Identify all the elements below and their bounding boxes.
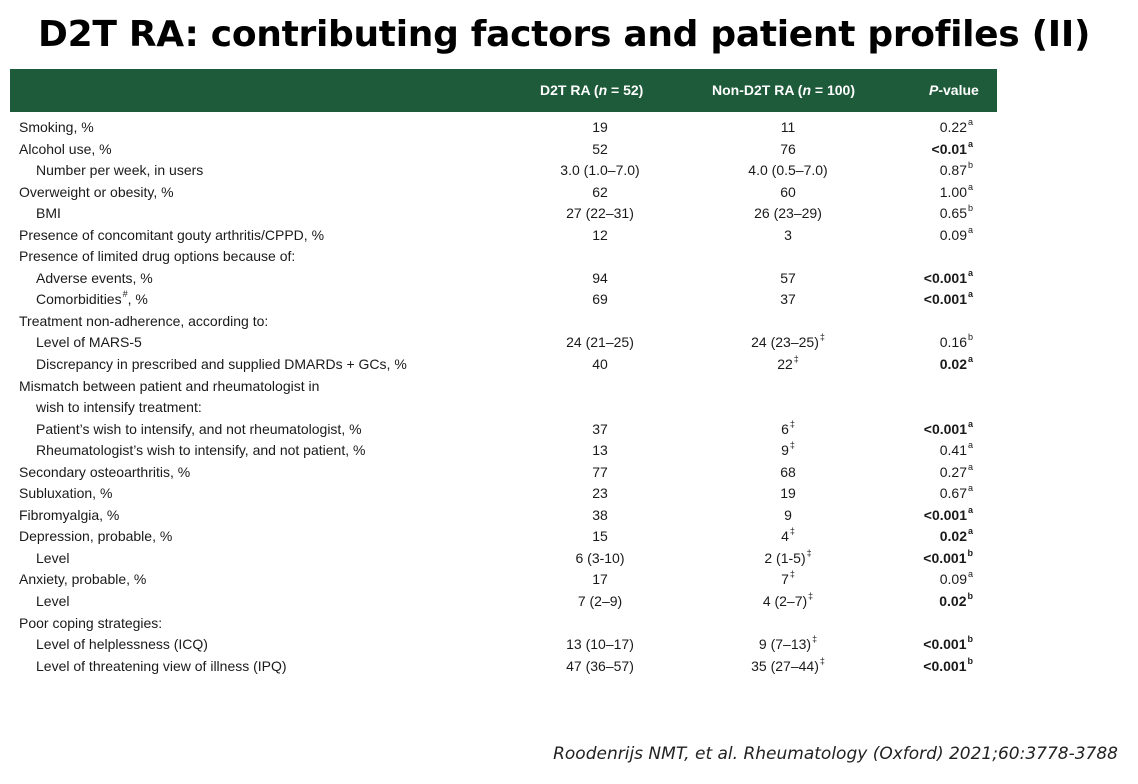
- row-label: [36, 356, 407, 372]
- cell-p-value-footnote: a: [967, 569, 973, 580]
- row-label-text: Overweight or obesity, %: [19, 183, 174, 200]
- cell-non-d2t-footnote: ‡: [789, 569, 795, 580]
- cell-non-d2t-text: 57: [780, 269, 796, 286]
- cell-p-value-footnote: b: [967, 634, 973, 645]
- cell-non-d2t-text: 9 (7–13): [758, 636, 812, 653]
- table-row: [0, 399, 1000, 421]
- cell-p-value-text: 0.22: [939, 119, 967, 135]
- cell-d2t-text: 62: [592, 183, 608, 200]
- row-label-text: Fibromyalgia, %: [19, 506, 120, 523]
- row-label: [19, 227, 324, 243]
- row-label: [19, 119, 94, 135]
- cell-non-d2t: [754, 205, 822, 221]
- cell-non-d2t: [780, 291, 796, 307]
- table-row: [0, 461, 1000, 486]
- cell-non-d2t-text: 6: [781, 420, 789, 437]
- cell-p-value-footnote: b: [967, 332, 973, 343]
- cell-d2t-text: 15: [592, 528, 608, 545]
- cell-p-value: [939, 593, 973, 609]
- cell-p-value: [940, 162, 973, 178]
- row-label-text: Patient’s wish to intensify, and not rheumatologist, %: [36, 420, 362, 437]
- row-label-text: Treatment non-adherence, according to:: [19, 312, 269, 329]
- cell-p-value-footnote: a: [967, 440, 973, 451]
- cell-d2t-text: 17: [592, 571, 608, 588]
- header-text: -value: [938, 82, 979, 98]
- row-label-text: Level of helplessness (ICQ): [36, 636, 208, 653]
- cell-p-value-footnote: a: [967, 461, 973, 472]
- cell-p-value-text: <0.001: [923, 506, 967, 523]
- row-label-text: Alcohol use, %: [19, 140, 112, 157]
- row-label-text: Number per week, in users: [36, 162, 204, 179]
- row-label-text: Mismatch between patient and rheumatologist in: [19, 377, 320, 394]
- header-n: n: [802, 82, 812, 98]
- table-row: [0, 485, 1000, 507]
- cell-non-d2t-text: 60: [780, 183, 796, 200]
- cell-d2t-text: 52: [592, 140, 608, 157]
- cell-p-value-text: 0.41: [939, 442, 967, 459]
- header-text: D2T RA (: [540, 82, 599, 98]
- row-label: [19, 248, 295, 264]
- cell-p-value-footnote: a: [967, 354, 973, 365]
- cell-d2t-text: 24 (21–25): [566, 334, 634, 351]
- cell-d2t: [566, 334, 634, 350]
- cell-non-d2t-text: 68: [780, 463, 796, 480]
- cell-p-value-text: 0.02: [939, 528, 967, 545]
- row-label: [36, 593, 69, 609]
- cell-d2t: [592, 270, 608, 286]
- header-text: Non-D2T RA (: [712, 82, 803, 98]
- cell-p-value: [940, 119, 973, 135]
- column-header-d2t: [540, 69, 643, 112]
- cell-p-value-footnote: a: [967, 418, 973, 429]
- cell-non-d2t: [784, 507, 792, 523]
- row-label: [36, 334, 142, 350]
- cell-d2t: [592, 421, 608, 437]
- table-row: [0, 267, 1000, 292]
- table-row: [0, 224, 1000, 249]
- row-label-text: Presence of limited drug options because of:: [19, 248, 296, 265]
- cell-d2t: [592, 141, 608, 157]
- cell-d2t: [592, 442, 608, 458]
- table-row: [0, 162, 1000, 184]
- cell-non-d2t-footnote: ‡: [789, 440, 795, 451]
- header-n: n: [598, 82, 608, 98]
- cell-d2t: [566, 205, 634, 221]
- row-label-text: Level: [36, 549, 70, 566]
- table-row: [0, 313, 1000, 335]
- cell-p-value: [924, 291, 973, 307]
- cell-p-value-footnote: a: [967, 289, 973, 300]
- cell-p-value-footnote: a: [967, 181, 973, 192]
- column-header-non-d2t: [712, 69, 855, 112]
- cell-p-value-text: <0.001: [923, 549, 967, 566]
- cell-p-value: [940, 485, 973, 501]
- cell-p-value: [940, 442, 973, 458]
- cell-non-d2t-text: 24 (23–25): [751, 334, 819, 351]
- table-row: [0, 205, 1000, 227]
- cell-d2t-text: 7 (2–9): [577, 593, 623, 610]
- cell-p-value-text: 0.09: [939, 571, 967, 588]
- cell-d2t-text: 77: [592, 463, 608, 480]
- cell-d2t: [566, 636, 634, 652]
- cell-p-value-footnote: a: [967, 267, 973, 278]
- row-label: [19, 528, 172, 544]
- cell-p-value: [939, 224, 973, 243]
- cell-d2t-text: 94: [592, 269, 608, 286]
- cell-d2t: [592, 356, 608, 372]
- cell-non-d2t: [751, 334, 825, 350]
- cell-p-value-text: 1.00: [939, 183, 967, 200]
- table-row: [0, 248, 1000, 270]
- row-label-text: Adverse events, %: [36, 269, 153, 286]
- cell-non-d2t: [777, 356, 799, 372]
- cell-p-value-footnote: b: [967, 547, 973, 558]
- cell-d2t: [592, 571, 608, 587]
- row-label: [19, 141, 112, 157]
- cell-non-d2t-text: 2 (1-5): [764, 549, 806, 566]
- cell-p-value-text: 0.27: [939, 463, 967, 480]
- cell-d2t-text: 37: [592, 420, 608, 437]
- cell-d2t: [592, 528, 608, 544]
- cell-p-value-footnote: b: [967, 160, 973, 171]
- cell-non-d2t-footnote: ‡: [789, 526, 795, 537]
- row-label-footnote: #: [122, 289, 128, 300]
- row-label-text: BMI: [36, 205, 61, 222]
- cell-p-value-text: <0.01: [931, 140, 967, 157]
- row-label-text: Level of MARS-5: [36, 334, 142, 351]
- cell-d2t-text: 13 (10–17): [566, 636, 634, 653]
- row-label-suffix: , %: [127, 291, 148, 308]
- cell-non-d2t-text: 9: [784, 506, 792, 523]
- cell-d2t: [592, 464, 608, 480]
- row-label: [19, 378, 319, 394]
- cell-non-d2t: [764, 547, 812, 566]
- table-row: [0, 334, 1000, 356]
- cell-p-value-text: 0.16: [939, 334, 967, 351]
- cell-non-d2t: [748, 162, 827, 178]
- cell-p-value-footnote: a: [967, 504, 973, 515]
- row-label-text: Comorbidities: [36, 291, 122, 308]
- cell-d2t-text: 69: [592, 291, 608, 308]
- table-row: [0, 593, 1000, 615]
- cell-p-value-text: <0.001: [923, 291, 967, 308]
- row-label-text: Level: [36, 593, 70, 610]
- cell-p-value-text: 0.65: [939, 205, 967, 222]
- row-label: [36, 442, 365, 458]
- row-label-text: wish to intensify treatment:: [36, 399, 202, 416]
- cell-non-d2t-footnote: ‡: [806, 547, 812, 558]
- row-label: [19, 615, 162, 631]
- cell-d2t-text: 19: [592, 119, 608, 135]
- table-row: [0, 418, 1000, 443]
- cell-non-d2t-text: 4 (2–7): [762, 593, 808, 610]
- cell-non-d2t-text: 9: [781, 442, 789, 459]
- page-title: D2T RA: contributing factors and patient profiles (II): [38, 14, 1091, 55]
- cell-d2t-text: 47 (36–57): [566, 657, 634, 674]
- cell-p-value-text: 0.09: [939, 226, 967, 243]
- table-row: [0, 655, 1000, 680]
- cell-p-value-text: <0.001: [923, 636, 967, 653]
- header-text: = 52): [607, 82, 644, 98]
- cell-non-d2t-text: 76: [780, 140, 796, 157]
- cell-p-value-footnote: a: [967, 138, 973, 149]
- cell-p-value: [923, 504, 973, 523]
- cell-non-d2t: [781, 119, 796, 135]
- cell-p-value-footnote: a: [967, 117, 973, 127]
- cell-non-d2t: [781, 571, 795, 587]
- row-label: [36, 205, 61, 221]
- table-row: [0, 547, 1000, 572]
- cell-non-d2t-footnote: ‡: [793, 354, 799, 365]
- cell-d2t-text: 13: [592, 442, 608, 459]
- cell-d2t: [575, 550, 624, 566]
- cell-non-d2t: [781, 442, 795, 458]
- cell-p-value: [923, 267, 973, 286]
- cell-d2t-text: 23: [592, 485, 608, 502]
- cell-non-d2t-text: 3: [784, 226, 792, 243]
- cell-p-value-text: <0.001: [923, 269, 967, 286]
- cell-non-d2t: [759, 636, 817, 652]
- cell-non-d2t: [781, 528, 795, 544]
- row-label-text: Level of threatening view of illness (IPQ): [36, 657, 287, 674]
- table-row: [0, 181, 1000, 206]
- cell-d2t: [592, 485, 608, 501]
- row-label-text: Discrepancy in prescribed and supplied DMARDs + GCs, %: [36, 356, 407, 373]
- row-label: [36, 162, 203, 178]
- cell-non-d2t-footnote: ‡: [819, 655, 825, 666]
- cell-non-d2t: [751, 655, 825, 674]
- cell-p-value-text: 0.87: [939, 162, 967, 179]
- cell-p-value: [923, 655, 973, 674]
- cell-d2t: [592, 119, 608, 135]
- table-row: [0, 571, 1000, 593]
- cell-d2t: [560, 162, 639, 178]
- cell-non-d2t-text: 37: [780, 291, 796, 308]
- cell-non-d2t: [781, 418, 795, 437]
- row-label: [19, 464, 190, 480]
- cell-p-value-footnote: a: [967, 526, 973, 537]
- row-label-text: Presence of concomitant gouty arthritis/CPPD, %: [19, 226, 325, 243]
- cell-p-value-footnote: a: [967, 483, 973, 494]
- cell-non-d2t-text: 26 (23–29): [754, 205, 822, 222]
- cell-p-value: [940, 356, 973, 372]
- cell-non-d2t-text: 19: [780, 485, 796, 502]
- column-header-p-value: [929, 69, 979, 112]
- cell-p-value: [940, 205, 973, 221]
- table-row: [0, 356, 1000, 378]
- row-label: [19, 184, 174, 200]
- header-text: = 100): [811, 82, 856, 98]
- cell-p-value-footnote: b: [967, 203, 973, 214]
- table-row: [0, 528, 1000, 550]
- table-header: [10, 69, 997, 112]
- cell-p-value: [931, 138, 973, 157]
- cell-p-value: [939, 461, 973, 480]
- cell-d2t: [592, 507, 608, 523]
- table-row: [0, 442, 1000, 464]
- cell-d2t-text: 12: [592, 226, 608, 243]
- table-row: [0, 636, 1000, 658]
- cell-non-d2t-text: 11: [780, 119, 796, 135]
- cell-non-d2t: [780, 270, 796, 286]
- cell-d2t-text: 6 (3-10): [575, 549, 625, 566]
- cell-p-value-text: 0.02: [939, 356, 967, 373]
- cell-non-d2t-text: 4.0 (0.5–7.0): [748, 162, 828, 179]
- cell-p-value: [940, 571, 973, 587]
- row-label: [36, 270, 153, 286]
- cell-p-value: [940, 334, 973, 350]
- cell-non-d2t: [780, 184, 796, 200]
- row-label: [19, 507, 119, 523]
- cell-d2t: [578, 593, 622, 609]
- cell-p-value-footnote: b: [967, 591, 973, 602]
- cell-p-value: [939, 181, 973, 200]
- table-row: [0, 291, 1000, 313]
- cell-non-d2t-text: 35 (27–44): [751, 657, 819, 674]
- row-label-text: Rheumatologist’s wish to intensify, and not patient, %: [36, 442, 366, 459]
- row-label-text: Depression, probable, %: [19, 528, 173, 545]
- cell-p-value-text: <0.001: [923, 657, 967, 674]
- cell-p-value-text: 0.02: [939, 593, 967, 610]
- cell-d2t: [592, 291, 608, 307]
- row-label: [19, 313, 268, 329]
- cell-d2t: [592, 184, 608, 200]
- cell-non-d2t-footnote: ‡: [812, 634, 818, 645]
- cell-non-d2t-text: 7: [781, 571, 789, 588]
- row-label: [36, 399, 202, 415]
- cell-non-d2t-footnote: ‡: [789, 418, 795, 429]
- cell-p-value-text: <0.001: [923, 420, 967, 437]
- row-label: [36, 291, 148, 307]
- cell-non-d2t-text: 4: [781, 528, 789, 545]
- cell-non-d2t-footnote: ‡: [808, 591, 814, 602]
- row-label: [36, 636, 208, 652]
- cell-non-d2t-text: 22: [777, 356, 793, 373]
- table-row: [0, 378, 1000, 400]
- cell-d2t: [592, 227, 608, 243]
- cell-non-d2t: [763, 593, 813, 609]
- row-label: [19, 485, 112, 501]
- cell-d2t-text: 40: [592, 356, 608, 373]
- cell-non-d2t: [780, 141, 796, 157]
- row-label: [36, 658, 287, 674]
- row-label: [36, 421, 362, 437]
- table-row: [0, 119, 1000, 141]
- cell-d2t-text: 38: [592, 506, 608, 523]
- table-row: [0, 615, 1000, 637]
- cell-p-value: [923, 418, 973, 437]
- cell-d2t-text: 27 (22–31): [566, 205, 634, 222]
- cell-p-value: [923, 636, 973, 652]
- cell-non-d2t: [780, 464, 796, 480]
- table-row: [0, 138, 1000, 163]
- cell-non-d2t: [780, 485, 796, 501]
- cell-non-d2t-footnote: ‡: [819, 332, 825, 343]
- citation: Roodenrijs NMT, et al. Rheumatology (Oxford) 2021;60:3778-3788: [553, 744, 1118, 764]
- table-row: [0, 504, 1000, 529]
- row-label-text: Anxiety, probable, %: [19, 571, 147, 588]
- row-label-text: Secondary osteoarthritis, %: [19, 463, 191, 480]
- header-p: P: [929, 82, 939, 98]
- row-label-text: Smoking, %: [19, 119, 94, 135]
- table-body: [0, 119, 1000, 679]
- row-label-text: Poor coping strategies:: [19, 614, 163, 631]
- cell-d2t: [566, 658, 634, 674]
- cell-non-d2t: [784, 227, 792, 243]
- cell-p-value: [940, 528, 973, 544]
- row-label-text: Subluxation, %: [19, 485, 113, 502]
- cell-p-value-footnote: a: [967, 224, 973, 235]
- row-label: [36, 550, 69, 566]
- row-label: [19, 571, 146, 587]
- cell-d2t-text: 3.0 (1.0–7.0): [560, 162, 640, 179]
- cell-p-value-footnote: b: [967, 655, 973, 666]
- cell-p-value: [923, 547, 973, 566]
- cell-p-value-text: 0.67: [939, 485, 967, 502]
